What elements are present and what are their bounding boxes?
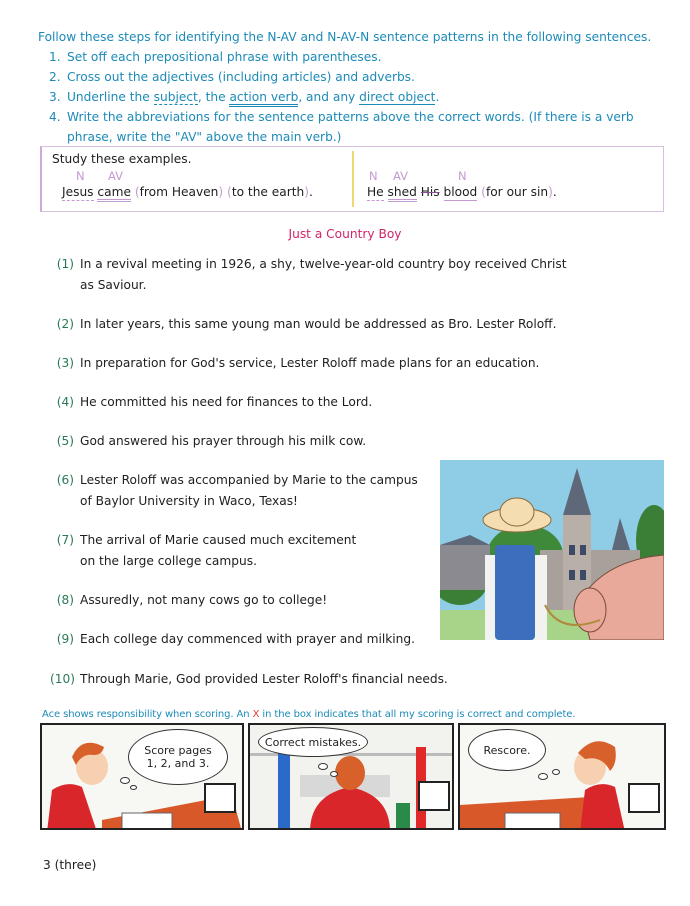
pencil-cup: [396, 803, 410, 830]
thought-puff: [120, 777, 130, 784]
pattern-labels: [367, 169, 557, 185]
thought-puff: [130, 785, 137, 790]
sentence-number: (9): [56, 632, 74, 646]
cowboy-hat-crown: [500, 498, 534, 526]
sentence-line: as Saviour.: [80, 278, 147, 292]
exercise-sentence: [50, 392, 372, 413]
score-checkbox[interactable]: [418, 781, 450, 811]
workbook: [122, 813, 172, 829]
step-number: 2.: [49, 70, 61, 84]
exercise-sentence: [50, 254, 567, 296]
example-sentence: [367, 185, 557, 199]
sentence-line: In a revival meeting in 1926, a shy, twelve-year-old country boy received Christ: [80, 257, 567, 271]
example-subject: He: [367, 185, 384, 199]
thought-text: [144, 744, 212, 770]
step-text-part: , the: [197, 90, 230, 104]
exercise-sentence: [50, 590, 327, 611]
instruction-step: [49, 47, 668, 67]
exercise-sentence: [50, 669, 448, 690]
thought-bubble: [128, 729, 228, 785]
instruction-steps: [49, 47, 668, 147]
instruction-step: [49, 107, 668, 147]
action-verb-term: action verb: [229, 90, 298, 107]
instruction-step: [49, 67, 668, 87]
workbook: [505, 813, 560, 829]
step-number: 1.: [49, 50, 61, 64]
sentence-number: (10): [50, 672, 76, 686]
step-text: [67, 87, 668, 107]
step-number: 3.: [49, 90, 61, 104]
example-object: blood: [443, 185, 478, 199]
exercise-sentence: [50, 353, 539, 374]
examples-box: [40, 146, 664, 212]
sentence-text: [80, 470, 418, 512]
paren-open: (: [134, 185, 140, 199]
label-n: N: [369, 169, 378, 183]
paren-open: (: [227, 185, 232, 199]
comic-panel-rescore: [458, 723, 666, 830]
direct-object-term: direct object: [359, 90, 436, 104]
sentence-text: Each college day commenced with prayer and milking.: [80, 632, 415, 646]
sentence-text: [80, 254, 567, 296]
caption-text: in the box indicates that all my scoring is correct and complete.: [259, 709, 576, 720]
sentence-text: In preparation for God's service, Lester Roloff made plans for an education.: [80, 356, 540, 370]
sentence-line: of Baylor University in Waco, Texas!: [80, 494, 298, 508]
sentence-number: (5): [56, 434, 74, 448]
thought-text: Correct mistakes.: [264, 735, 362, 749]
window: [569, 545, 575, 555]
exercise-sentence: [50, 629, 415, 650]
sentence-text: He committed his need for finances to the Lord.: [80, 395, 373, 409]
sentence-end: .: [552, 185, 557, 199]
thought-bubble: [258, 727, 368, 757]
example-1: [62, 169, 313, 199]
prepositional-phrase: for our sin: [485, 185, 549, 199]
caption-x-mark: X: [252, 709, 260, 720]
sentence-text: Assuredly, not many cows go to college!: [80, 593, 328, 607]
scoring-caption: [42, 709, 575, 720]
sentence-number: (8): [56, 593, 74, 607]
thought-puff: [330, 771, 338, 777]
step-text-part: Underline the: [67, 90, 154, 104]
examples-title: Study these examples.: [52, 152, 192, 166]
step-text-part: .: [435, 90, 440, 104]
exercise-sentence: [50, 470, 418, 512]
step-text: Set off each prepositional phrase with parentheses.: [67, 50, 382, 64]
prepositional-phrase: from Heaven: [139, 185, 219, 199]
example-verb: came: [97, 185, 131, 202]
sentence-number: (3): [56, 356, 74, 370]
sentence-text: [80, 530, 356, 572]
label-n: N: [458, 169, 467, 183]
thought-puff: [538, 773, 548, 780]
comic-panel-score: [40, 723, 244, 830]
boy-overalls: [495, 545, 535, 640]
thought-puff: [552, 769, 560, 775]
subject-term: subject: [153, 90, 198, 104]
thought-puff: [318, 763, 328, 770]
comic-panel-correct: [248, 723, 454, 830]
paren-close: ): [218, 185, 224, 199]
examples-divider: [352, 151, 354, 207]
paren-close: ): [548, 185, 553, 199]
campus-scene-image: [440, 460, 664, 640]
example-2: [367, 169, 557, 199]
example-sentence: [62, 185, 313, 199]
blue-divider: [278, 753, 290, 830]
paren-open: (: [481, 185, 486, 199]
paren-close: ): [304, 185, 310, 199]
example-crossed-adjective: His: [420, 185, 440, 199]
thought-line: 1, 2, and 3.: [146, 757, 210, 770]
sentence-end: .: [309, 185, 313, 199]
label-av: AV: [108, 169, 123, 183]
story-title: Just a Country Boy: [288, 227, 402, 241]
sentence-number: (6): [56, 473, 74, 487]
score-checkbox[interactable]: [628, 783, 660, 813]
prepositional-phrase: to the earth: [231, 185, 305, 199]
thought-text: Rescore.: [483, 743, 531, 757]
step-text: Write the abbreviations for the sentence patterns above the correct words. (If there is a verb phrase, write the "AV" above the main verb.): [67, 110, 634, 144]
sentence-number: (7): [56, 533, 74, 547]
boy-and-cow-illustration: [440, 460, 664, 640]
sentence-number: (1): [56, 257, 74, 271]
score-checkbox[interactable]: [204, 783, 236, 813]
pattern-labels: [62, 169, 313, 185]
exercise-sentence: [50, 314, 556, 335]
step-text-part: , and any: [298, 90, 360, 104]
step-number: 4.: [49, 110, 61, 124]
window: [580, 545, 586, 555]
sentence-number: (2): [56, 317, 74, 331]
sentence-line: The arrival of Marie caused much excitement: [80, 533, 357, 547]
instructions: [38, 27, 668, 147]
thought-line: Score pages: [144, 744, 212, 757]
thought-bubble: [468, 729, 546, 771]
label-av: AV: [393, 169, 408, 183]
window: [580, 570, 586, 580]
example-verb: shed: [388, 185, 417, 202]
window: [569, 570, 575, 580]
sentence-text: In later years, this same young man would be addressed as Bro. Lester Roloff.: [80, 317, 557, 331]
instruction-step: [49, 87, 668, 107]
sentence-text: God answered his prayer through his milk cow.: [80, 434, 367, 448]
exercise-sentence: [50, 530, 356, 572]
sentence-line: on the large college campus.: [80, 554, 257, 568]
exercise-sentence: [50, 431, 366, 452]
caption-text: Ace shows responsibility when scoring. An: [42, 709, 253, 720]
sentence-number: (4): [56, 395, 74, 409]
building-left: [440, 545, 490, 590]
sentence-text: Through Marie, God provided Lester Roloff's financial needs.: [80, 672, 448, 686]
label-n: N: [76, 169, 85, 183]
boy-hair: [335, 756, 365, 790]
page-number: 3 (three): [43, 858, 97, 872]
instructions-intro: Follow these steps for identifying the N-AV and N-AV-N sentence patterns in the following sentences.: [38, 30, 652, 44]
sentence-line: Lester Roloff was accompanied by Marie to the campus: [80, 473, 418, 487]
example-subject: Jesus: [62, 185, 94, 199]
step-text: Cross out the adjectives (including articles) and adverbs.: [67, 70, 415, 84]
